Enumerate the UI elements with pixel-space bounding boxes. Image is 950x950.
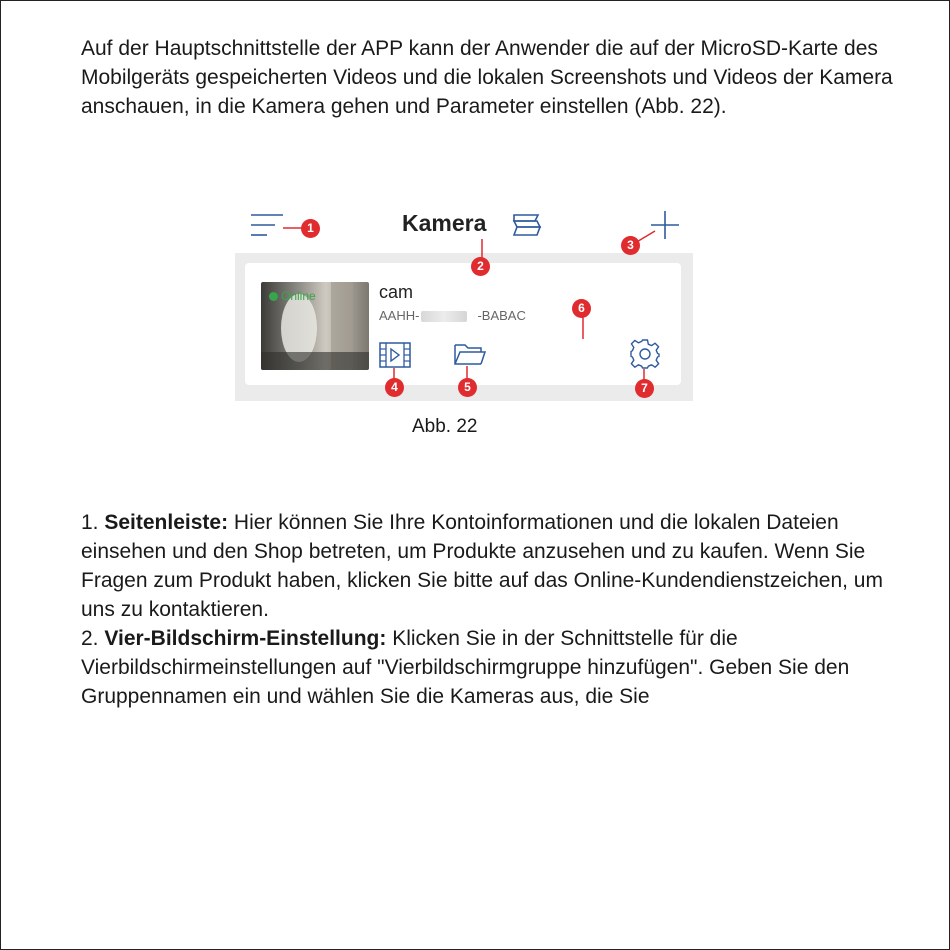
- section-2-number: 2.: [81, 627, 99, 650]
- camera-thumbnail[interactable]: [261, 282, 369, 370]
- callout-1: 1: [301, 219, 320, 238]
- section-1: [81, 508, 911, 624]
- camera-name: cam: [379, 282, 414, 302]
- callout-7: 7: [635, 379, 654, 398]
- redacted-id-segment: [421, 311, 467, 322]
- gear-icon[interactable]: [629, 338, 661, 370]
- video-playback-icon[interactable]: [379, 341, 411, 369]
- section-2-title: Vier-Bildschirm-Einstellung:: [104, 627, 387, 650]
- section-2-text: Klicken Sie in der Schnittstelle für die Vierbildschirmeinstellungen auf "Vierbildschirmgruppe hinzufügen". Geben Sie den Gruppennamen ein und wählen Sie die Kameras aus, die Sie: [81, 627, 850, 708]
- folder-icon[interactable]: [453, 341, 487, 367]
- section-2: [81, 624, 911, 711]
- callout-4: 4: [385, 378, 404, 397]
- callout-line-6: [580, 315, 586, 339]
- camera-id-suffix: -BABAC: [477, 308, 526, 323]
- callout-5: 5: [458, 378, 477, 397]
- app-title: Kamera: [402, 210, 487, 236]
- callout-line-2: [479, 239, 485, 259]
- camera-id-prefix: AAHH-: [379, 308, 420, 323]
- figure-caption: Abb. 22: [412, 416, 478, 437]
- layout-switch-icon[interactable]: [511, 211, 543, 239]
- online-status: Online: [269, 289, 316, 303]
- section-1-title: Seitenleiste:: [104, 511, 229, 534]
- callout-2: 2: [471, 257, 490, 276]
- instructions-body: [81, 508, 911, 711]
- menu-icon[interactable]: [249, 211, 285, 239]
- section-1-number: 1.: [81, 511, 99, 534]
- intro-paragraph: Auf der Hauptschnittstelle der APP kann der Anwender die auf der MicroSD-Karte des Mobilgeräts gespeicherten Videos und die lokalen Screenshots und Videos der Kamera anschauen, in die Kamera gehen und Parameter einstellen (Abb. 22).: [81, 37, 893, 118]
- section-1-text: Hier können Sie Ihre Kontoinformationen und die lokalen Dateien einsehen und den Shop betreten, um Produkte anzusehen und zu kaufen. Wenn Sie Fragen zum Produkt haben, klicken Sie bitte auf das Online-Kundendienstzeichen, um uns zu kontaktieren.: [81, 511, 883, 621]
- callout-3: 3: [621, 236, 640, 255]
- callout-6: 6: [572, 299, 591, 318]
